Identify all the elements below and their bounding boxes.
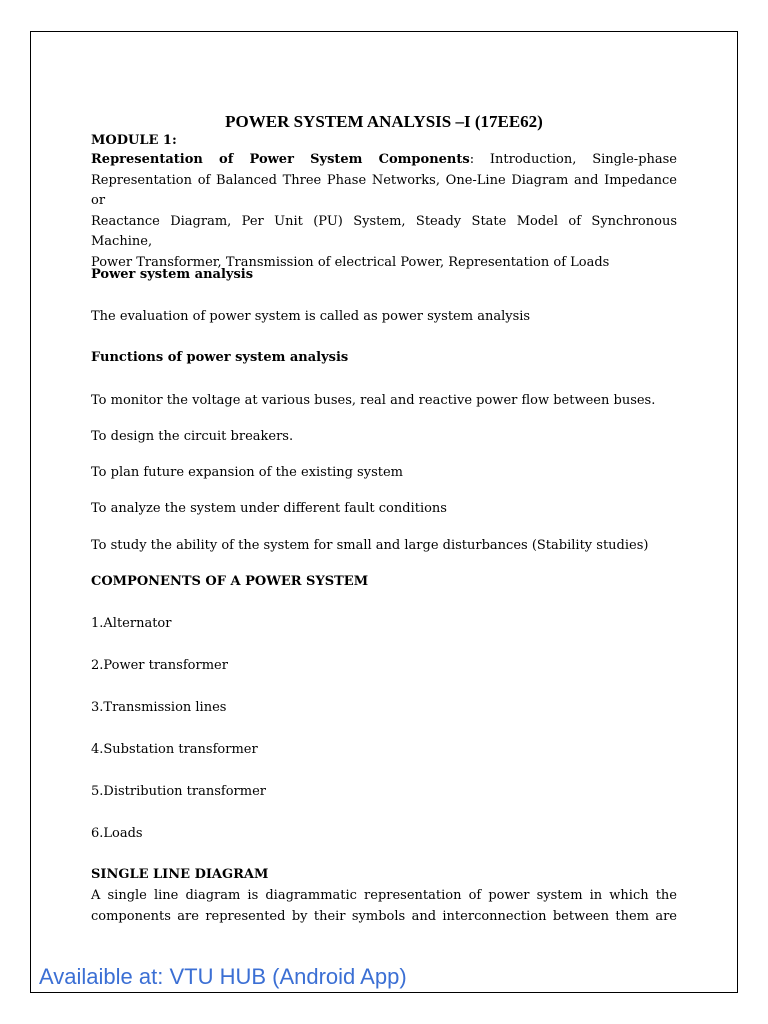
sld-paragraph: [91, 886, 677, 927]
module-intro-line-1-rest: : Introduction, Single-phase: [469, 152, 678, 167]
component-item: 5.Distribution transformer: [91, 784, 266, 799]
function-item: To design the circuit breakers.: [91, 429, 294, 444]
component-item: 4.Substation transformer: [91, 742, 258, 757]
module-intro-line-3: Reactance Diagram, Per Unit (PU) System, Steady State Model of Synchronous Machine,: [91, 213, 677, 249]
sld-heading: SINGLE LINE DIAGRAM: [91, 867, 269, 882]
document-title: POWER SYSTEM ANALYSIS –I (17EE62): [225, 112, 543, 131]
sld-line-2: components are represented by their symbols and interconnection between them are: [91, 908, 677, 924]
function-item: To analyze the system under different fault conditions: [91, 501, 447, 516]
module-label: MODULE 1:: [91, 133, 177, 148]
module-intro: [91, 150, 677, 273]
component-item: 2.Power transformer: [91, 658, 228, 673]
psa-definition: The evaluation of power system is called as power system analysis: [91, 309, 531, 324]
function-item: To plan future expansion of the existing system: [91, 465, 403, 480]
function-item: To monitor the voltage at various buses, real and reactive power flow between buses.: [91, 393, 656, 408]
module-intro-heading: Representation of Power System Components: [91, 152, 470, 167]
footer-availability-note: Availaible at: VTU HUB (Android App): [39, 964, 407, 989]
module-intro-line-1: [91, 150, 677, 171]
functions-heading: Functions of power system analysis: [91, 350, 349, 365]
component-item: 6.Loads: [91, 826, 143, 841]
function-item: To study the ability of the system for small and large disturbances (Stability studies): [91, 538, 649, 553]
components-heading: COMPONENTS OF A POWER SYSTEM: [91, 574, 369, 589]
component-item: 1.Alternator: [91, 616, 172, 631]
module-intro-line-2: Representation of Balanced Three Phase Networks, One-Line Diagram and Impedance or: [91, 172, 677, 208]
sld-line-1: A single line diagram is diagrammatic representation of power system in which the: [91, 888, 677, 903]
psa-heading: Power system analysis: [91, 267, 254, 282]
module-intro-line-4: Power Transformer, Transmission of electrical Power, Representation of Loads: [91, 254, 610, 270]
component-item: 3.Transmission lines: [91, 700, 227, 715]
